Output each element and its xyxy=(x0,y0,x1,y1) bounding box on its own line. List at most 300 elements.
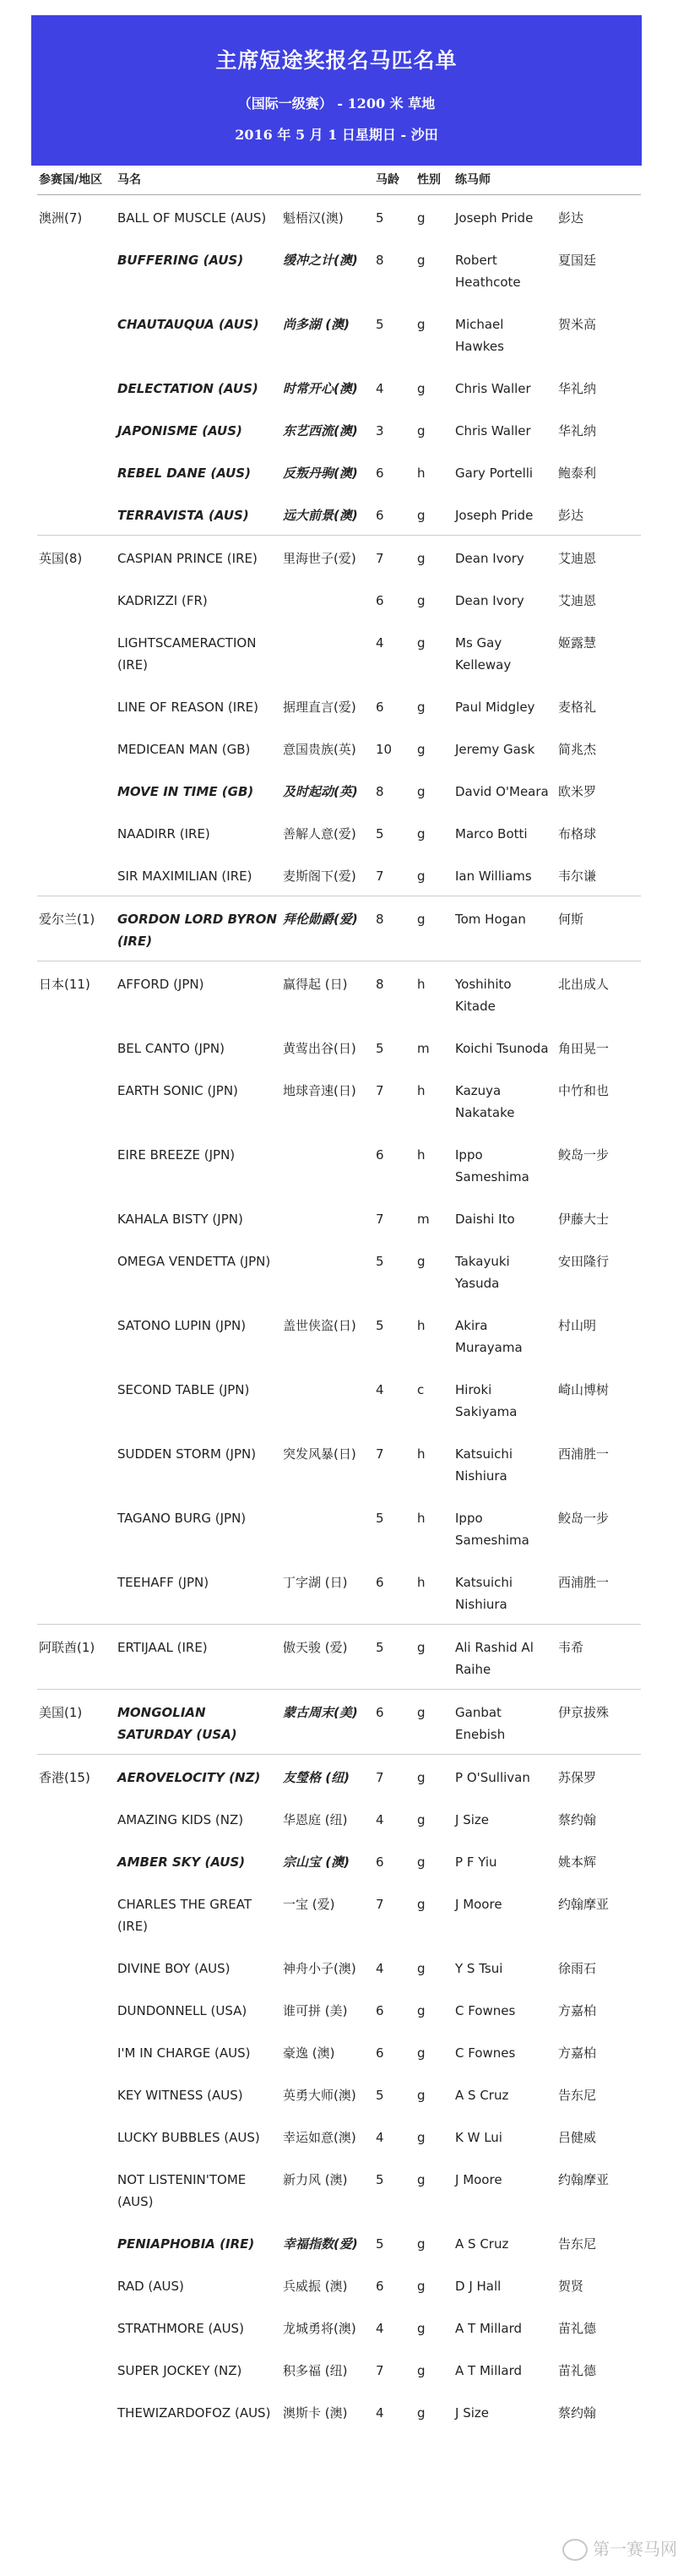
cell-jockey: Koichi Tsunoda xyxy=(455,1041,549,1056)
cell-sex: h xyxy=(417,1083,426,1098)
cell-jockey: Ippo Sameshima xyxy=(455,1147,529,1185)
cell-trainer: 崎山博树 xyxy=(558,1382,610,1397)
cell-cn xyxy=(281,578,374,620)
cell-cn: 幸运如意(澳) xyxy=(283,2130,356,2145)
cell-region xyxy=(37,302,116,366)
cell-cn: 英勇大师(澳) xyxy=(283,2088,356,2103)
cell-jockey: Paul Midgley xyxy=(455,700,535,715)
cell-sex: g xyxy=(417,593,426,608)
cell-age: 6 xyxy=(376,1147,384,1163)
cell-cn: 友瑩格 (纽) xyxy=(281,1755,374,1798)
header-horse: 马名 xyxy=(116,169,281,195)
cell-horse: ERTIJAAL (IRE) xyxy=(116,1625,281,1690)
cell-trainer: 蔡约翰 xyxy=(558,2405,597,2421)
cell-horse: DUNDONNELL (USA) xyxy=(117,2003,247,2018)
cell-sex: g xyxy=(417,423,426,438)
cell-region xyxy=(37,1431,116,1495)
cell-region: 美国(1) xyxy=(37,1690,116,1755)
cell-age: 4 xyxy=(376,1812,384,1827)
table-row xyxy=(37,1132,641,1196)
cell-region xyxy=(37,2115,116,2157)
cell-sex: h xyxy=(417,1147,426,1163)
cell-trainer: 苗礼德 xyxy=(558,2363,597,2378)
cell-horse: AFFORD (JPN) xyxy=(116,961,281,1027)
cell-region xyxy=(37,1495,116,1560)
cell-horse: BUFFERING (AUS) xyxy=(117,253,244,268)
cell-jockey: J Size xyxy=(455,1812,489,1827)
cell-sex: g xyxy=(417,742,426,757)
table-row xyxy=(37,1431,641,1495)
cell-sex: g xyxy=(415,896,453,961)
cell-trainer: 艾迪恩 xyxy=(556,536,641,579)
table-row xyxy=(37,896,641,961)
cell-trainer: 麦格礼 xyxy=(558,700,597,715)
cell-age: 5 xyxy=(376,1041,384,1056)
cell-region xyxy=(37,1068,116,1132)
wechat-icon xyxy=(562,2539,588,2561)
cell-trainer: 华礼纳 xyxy=(558,381,597,396)
cell-trainer: 何斯 xyxy=(556,896,641,961)
header-cn xyxy=(281,169,374,195)
cell-cn: 远大前景(澳) xyxy=(283,508,358,523)
cell-horse: STRATHMORE (AUS) xyxy=(117,2321,244,2336)
cell-sex: g xyxy=(417,635,426,651)
cell-age: 8 xyxy=(374,961,415,1027)
cell-region: 英国(8) xyxy=(37,536,116,579)
race-subtitle: （国际一级赛） - 1200 米 草地 xyxy=(237,95,436,112)
cell-cn: 尚多湖 (澳) xyxy=(283,317,350,332)
cell-region: 香港(15) xyxy=(37,1755,116,1798)
cell-age: 4 xyxy=(376,1961,384,1976)
cell-trainer: 角田晃一 xyxy=(558,1041,610,1056)
cell-jockey: Dean Ivory xyxy=(455,593,524,608)
cell-sex: g xyxy=(417,2045,426,2061)
cell-horse: SUDDEN STORM (JPN) xyxy=(117,1446,257,1462)
cell-age: 5 xyxy=(376,2236,384,2252)
cell-jockey: Joseph Pride xyxy=(453,195,556,238)
cell-sex: g xyxy=(417,869,426,884)
cell-sex: g xyxy=(417,2130,426,2145)
cell-cn: 华恩庭 (纽) xyxy=(283,1812,348,1827)
watermark-text: 第一赛马网 xyxy=(593,2538,677,2559)
header-trainer: 练马师 xyxy=(453,169,556,195)
table-row xyxy=(37,1196,641,1239)
race-date: 2016 年 5 月 1 日星期日 - 沙田 xyxy=(235,127,438,143)
cell-jockey: Katsuichi Nishiura xyxy=(455,1575,513,1612)
cell-region: 阿联酋(1) xyxy=(37,1625,116,1690)
cell-cn xyxy=(281,1367,374,1431)
header-banner xyxy=(31,15,642,166)
cell-horse: DELECTATION (AUS) xyxy=(117,381,258,396)
cell-age: 5 xyxy=(374,1625,415,1690)
cell-sex: g xyxy=(417,1897,426,1912)
cell-age: 5 xyxy=(376,1254,384,1269)
cell-region xyxy=(37,366,116,408)
cell-sex: g xyxy=(417,1961,426,1976)
cell-region xyxy=(37,853,116,896)
cell-region xyxy=(37,684,116,727)
cell-age: 6 xyxy=(376,466,384,481)
table-row xyxy=(37,2306,641,2348)
cell-horse: LINE OF REASON (IRE) xyxy=(117,700,258,715)
cell-age: 5 xyxy=(376,1318,384,1333)
cell-horse: SUPER JOCKEY (NZ) xyxy=(117,2363,242,2378)
cell-sex: c xyxy=(417,1382,425,1397)
cell-cn: 里海世子(爱) xyxy=(281,536,374,579)
cell-horse: MOVE IN TIME (GB) xyxy=(117,784,254,799)
table-row xyxy=(37,684,641,727)
cell-sex: g xyxy=(415,195,453,238)
header-trainer-cn xyxy=(556,169,641,195)
cell-horse: RAD (AUS) xyxy=(117,2279,184,2294)
cell-age: 4 xyxy=(376,2130,384,2145)
cell-cn xyxy=(281,1239,374,1303)
table-row xyxy=(37,1239,641,1303)
cell-jockey: Ippo Sameshima xyxy=(455,1511,529,1548)
cell-horse: GORDON LORD BYRON (IRE) xyxy=(116,896,281,961)
cell-sex: g xyxy=(417,700,426,715)
cell-jockey: Robert Heathcote xyxy=(455,253,521,290)
cell-age: 3 xyxy=(376,423,384,438)
cell-region xyxy=(37,408,116,450)
cell-jockey: Gary Portelli xyxy=(455,466,534,481)
table-row xyxy=(37,1560,641,1625)
cell-age: 5 xyxy=(376,2088,384,2103)
table-row xyxy=(37,493,641,536)
cell-region xyxy=(37,1560,116,1625)
cell-trainer: 苏保罗 xyxy=(556,1755,641,1798)
cell-cn: 据理直言(爱) xyxy=(283,700,356,715)
cell-region xyxy=(37,1026,116,1068)
cell-age: 4 xyxy=(376,1382,384,1397)
cell-cn: 宗山宝 (澳) xyxy=(283,1854,350,1870)
cell-trainer: 西浦胜一 xyxy=(558,1575,610,1590)
cell-jockey: Ian Williams xyxy=(455,869,532,884)
cell-cn: 一宝 (爱) xyxy=(283,1897,335,1912)
cell-sex: g xyxy=(415,536,453,579)
cell-age: 6 xyxy=(376,1575,384,1590)
cell-age: 7 xyxy=(376,869,384,884)
cell-jockey: C Fownes xyxy=(455,2003,516,2018)
cell-horse: CASPIAN PRINCE (IRE) xyxy=(116,536,281,579)
cell-sex: g xyxy=(417,1254,426,1269)
cell-sex: g xyxy=(417,508,426,523)
cell-horse: MEDICEAN MAN (GB) xyxy=(117,742,251,757)
table-row xyxy=(37,2157,641,2221)
cell-region xyxy=(37,2348,116,2390)
table-row xyxy=(37,1068,641,1132)
cell-age: 5 xyxy=(376,317,384,332)
cell-sex: m xyxy=(417,1212,430,1227)
cell-jockey: P O'Sullivan xyxy=(453,1755,556,1798)
table-row xyxy=(37,1882,641,1946)
cell-cn: 缓冲之计(澳) xyxy=(283,253,358,268)
cell-age: 8 xyxy=(374,896,415,961)
cell-jockey: Kazuya Nakatake xyxy=(455,1083,515,1120)
cell-trainer: 中竹和也 xyxy=(558,1083,610,1098)
entries-table xyxy=(37,169,641,2432)
cell-jockey: Hiroki Sakiyama xyxy=(455,1382,518,1419)
cell-horse: CHARLES THE GREAT (IRE) xyxy=(117,1897,252,1934)
cell-cn: 澳斯卡 (澳) xyxy=(283,2405,348,2421)
cell-horse: AEROVELOCITY (NZ) xyxy=(116,1755,281,1798)
cell-sex: g xyxy=(417,2321,426,2336)
table-row xyxy=(37,2030,641,2072)
table-row xyxy=(37,1026,641,1068)
table-row xyxy=(37,536,641,579)
cell-region xyxy=(37,1239,116,1303)
cell-region xyxy=(37,493,116,536)
table-row xyxy=(37,408,641,450)
cell-cn: 新力风 (澳) xyxy=(283,2172,348,2187)
cell-sex: g xyxy=(417,253,426,268)
cell-region xyxy=(37,620,116,684)
cell-region xyxy=(37,450,116,493)
cell-trainer: 华礼纳 xyxy=(558,423,597,438)
cell-trainer: 北出成人 xyxy=(556,961,641,1027)
cell-sex: h xyxy=(417,1318,426,1333)
table-row xyxy=(37,578,641,620)
table-row xyxy=(37,1625,641,1690)
cell-cn xyxy=(281,620,374,684)
table-row xyxy=(37,1690,641,1755)
cell-horse: CHAUTAUQUA (AUS) xyxy=(117,317,259,332)
cell-cn: 龙城勇将(澳) xyxy=(283,2321,356,2336)
cell-region xyxy=(37,1132,116,1196)
cell-age: 7 xyxy=(374,536,415,579)
cell-jockey: P F Yiu xyxy=(455,1854,497,1870)
cell-trainer: 告东尼 xyxy=(558,2236,597,2252)
cell-age: 5 xyxy=(376,2172,384,2187)
cell-sex: g xyxy=(417,784,426,799)
cell-region xyxy=(37,811,116,853)
cell-age: 6 xyxy=(374,1690,415,1755)
cell-horse: I'M IN CHARGE (AUS) xyxy=(117,2045,251,2061)
cell-cn: 突发风暴(日) xyxy=(283,1446,356,1462)
cell-age: 4 xyxy=(376,381,384,396)
cell-age: 6 xyxy=(376,593,384,608)
cell-sex: g xyxy=(417,2088,426,2103)
cell-jockey: A T Millard xyxy=(455,2363,523,2378)
cell-age: 4 xyxy=(376,635,384,651)
table-row xyxy=(37,2263,641,2306)
cell-trainer: 鲛岛一步 xyxy=(558,1147,610,1163)
cell-horse: MONGOLIAN SATURDAY (USA) xyxy=(116,1690,281,1755)
cell-trainer: 姚本辉 xyxy=(558,1854,597,1870)
cell-jockey: Joseph Pride xyxy=(455,508,534,523)
cell-region xyxy=(37,2390,116,2432)
table-row xyxy=(37,1797,641,1839)
cell-cn: 盖世侠盗(日) xyxy=(283,1318,356,1333)
cell-region xyxy=(37,2072,116,2115)
cell-trainer: 吕健威 xyxy=(558,2130,597,2145)
cell-horse: KAHALA BISTY (JPN) xyxy=(117,1212,243,1227)
table-row xyxy=(37,302,641,366)
cell-cn xyxy=(281,1495,374,1560)
cell-region xyxy=(37,1946,116,1988)
cell-cn: 意国贵族(英) xyxy=(283,742,356,757)
cell-sex: g xyxy=(415,1625,453,1690)
cell-region xyxy=(37,1367,116,1431)
table-row xyxy=(37,366,641,408)
cell-sex: g xyxy=(417,1812,426,1827)
cell-region xyxy=(37,2306,116,2348)
table-row xyxy=(37,2115,641,2157)
cell-age: 6 xyxy=(376,1854,384,1870)
table-row xyxy=(37,1839,641,1882)
cell-jockey: Dean Ivory xyxy=(453,536,556,579)
cell-horse: SECOND TABLE (JPN) xyxy=(117,1382,250,1397)
cell-trainer: 方嘉柏 xyxy=(558,2003,597,2018)
cell-sex: h xyxy=(417,1575,426,1590)
cell-cn xyxy=(281,1132,374,1196)
cell-region xyxy=(37,1303,116,1367)
cell-age: 6 xyxy=(376,2045,384,2061)
cell-sex: h xyxy=(417,1446,426,1462)
cell-region xyxy=(37,727,116,769)
cell-age: 8 xyxy=(376,253,384,268)
cell-region xyxy=(37,1839,116,1882)
cell-horse: AMBER SKY (AUS) xyxy=(117,1854,246,1870)
cell-trainer: 贺贤 xyxy=(558,2279,584,2294)
table-row xyxy=(37,1495,641,1560)
cell-horse: KADRIZZI (FR) xyxy=(117,593,208,608)
cell-horse: SIR MAXIMILIAN (IRE) xyxy=(117,869,252,884)
table-header-row xyxy=(37,169,641,195)
table-row xyxy=(37,811,641,853)
cell-jockey: Daishi Ito xyxy=(455,1212,515,1227)
cell-sex: g xyxy=(417,1854,426,1870)
cell-trainer: 彭达 xyxy=(558,508,584,523)
cell-jockey: Takayuki Yasuda xyxy=(455,1254,510,1291)
cell-region xyxy=(37,578,116,620)
cell-age: 8 xyxy=(376,784,384,799)
cell-jockey: K W Lui xyxy=(455,2130,502,2145)
cell-region xyxy=(37,2263,116,2306)
cell-trainer: 村山明 xyxy=(558,1318,597,1333)
cell-region: 日本(11) xyxy=(37,961,116,1027)
table-row xyxy=(37,620,641,684)
cell-cn: 豪逸 (澳) xyxy=(283,2045,335,2061)
table-row xyxy=(37,2390,641,2432)
cell-horse: NAADIRR (IRE) xyxy=(117,826,210,841)
cell-horse: DIVINE BOY (AUS) xyxy=(117,1961,231,1976)
cell-jockey: A S Cruz xyxy=(455,2236,509,2252)
cell-trainer: 鲛岛一步 xyxy=(558,1511,610,1526)
cell-cn: 拜伦勋爵(爱) xyxy=(281,896,374,961)
cell-sex: g xyxy=(417,317,426,332)
cell-trainer: 约翰摩亚 xyxy=(558,1897,610,1912)
cell-horse: BEL CANTO (JPN) xyxy=(117,1041,225,1056)
cell-horse: NOT LISTENIN'TOME (AUS) xyxy=(117,2172,247,2209)
cell-horse: TAGANO BURG (JPN) xyxy=(117,1511,247,1526)
cell-region xyxy=(37,1988,116,2030)
cell-horse: OMEGA VENDETTA (JPN) xyxy=(117,1254,271,1269)
cell-sex: g xyxy=(417,381,426,396)
cell-trainer: 安田隆行 xyxy=(558,1254,610,1269)
cell-sex: m xyxy=(417,1041,430,1056)
cell-trainer: 贺米高 xyxy=(558,317,597,332)
cell-trainer: 伊藤大士 xyxy=(558,1212,610,1227)
cell-sex: h xyxy=(417,1511,426,1526)
header-sex: 性别 xyxy=(415,169,453,195)
cell-jockey: Jeremy Gask xyxy=(455,742,535,757)
cell-jockey: Michael Hawkes xyxy=(455,317,504,354)
cell-horse: TERRAVISTA (AUS) xyxy=(117,508,249,523)
cell-age: 6 xyxy=(376,700,384,715)
cell-region xyxy=(37,1196,116,1239)
cell-age: 10 xyxy=(376,742,393,757)
cell-age: 5 xyxy=(374,195,415,238)
cell-age: 6 xyxy=(376,2279,384,2294)
cell-trainer: 蔡约翰 xyxy=(558,1812,597,1827)
header-region: 参赛国/地区 xyxy=(37,169,116,195)
cell-jockey: C Fownes xyxy=(455,2045,516,2061)
table-row xyxy=(37,237,641,302)
cell-horse: REBEL DANE (AUS) xyxy=(117,466,251,481)
cell-jockey: Y S Tsui xyxy=(455,1961,503,1976)
cell-region xyxy=(37,2030,116,2072)
cell-cn: 黄莺出谷(日) xyxy=(283,1041,356,1056)
cell-cn: 蒙古周末(美) xyxy=(281,1690,374,1755)
cell-sex: h xyxy=(415,961,453,1027)
cell-sex: g xyxy=(417,2172,426,2187)
table-row xyxy=(37,1303,641,1367)
cell-trainer: 徐雨石 xyxy=(558,1961,597,1976)
cell-region xyxy=(37,769,116,811)
cell-age: 6 xyxy=(376,508,384,523)
cell-horse: KEY WITNESS (AUS) xyxy=(117,2088,243,2103)
table-row xyxy=(37,195,641,238)
cell-trainer: 西浦胜一 xyxy=(558,1446,610,1462)
cell-trainer: 鲍泰利 xyxy=(558,466,597,481)
cell-jockey: David O'Meara xyxy=(455,784,549,799)
cell-horse: THEWIZARDOFOZ (AUS) xyxy=(117,2405,271,2421)
cell-cn: 幸福指数(爱) xyxy=(283,2236,358,2252)
cell-horse: BALL OF MUSCLE (AUS) xyxy=(116,195,281,238)
table-row xyxy=(37,727,641,769)
cell-cn: 善解人意(爱) xyxy=(283,826,356,841)
cell-trainer: 苗礼德 xyxy=(558,2321,597,2336)
cell-trainer: 约翰摩亚 xyxy=(558,2172,610,2187)
table-row xyxy=(37,2348,641,2390)
watermark xyxy=(562,2535,677,2562)
cell-jockey: Ali Rashid Al Raihe xyxy=(453,1625,556,1690)
cell-region xyxy=(37,2221,116,2263)
cell-sex: g xyxy=(417,2363,426,2378)
cell-horse: PENIAPHOBIA (IRE) xyxy=(117,2236,255,2252)
cell-cn: 地球音速(日) xyxy=(283,1083,356,1098)
cell-jockey: A S Cruz xyxy=(455,2088,509,2103)
table-row xyxy=(37,1946,641,1988)
cell-region xyxy=(37,237,116,302)
cell-sex: g xyxy=(417,2003,426,2018)
cell-trainer: 方嘉柏 xyxy=(558,2045,597,2061)
cell-trainer: 彭达 xyxy=(556,195,641,238)
cell-cn: 及时起动(英) xyxy=(283,784,358,799)
cell-horse: JAPONISME (AUS) xyxy=(117,423,242,438)
cell-cn: 赢得起 (日) xyxy=(281,961,374,1027)
page-title: 主席短途奖报名马匹名单 xyxy=(215,48,458,73)
header-age: 马龄 xyxy=(374,169,415,195)
cell-cn: 谁可拼 (美) xyxy=(283,2003,348,2018)
cell-jockey: Marco Botti xyxy=(455,826,528,841)
table-row xyxy=(37,961,641,1027)
cell-sex: g xyxy=(415,1690,453,1755)
cell-jockey: A T Millard xyxy=(455,2321,523,2336)
cell-region: 爱尔兰(1) xyxy=(37,896,116,961)
cell-age: 4 xyxy=(376,2321,384,2336)
